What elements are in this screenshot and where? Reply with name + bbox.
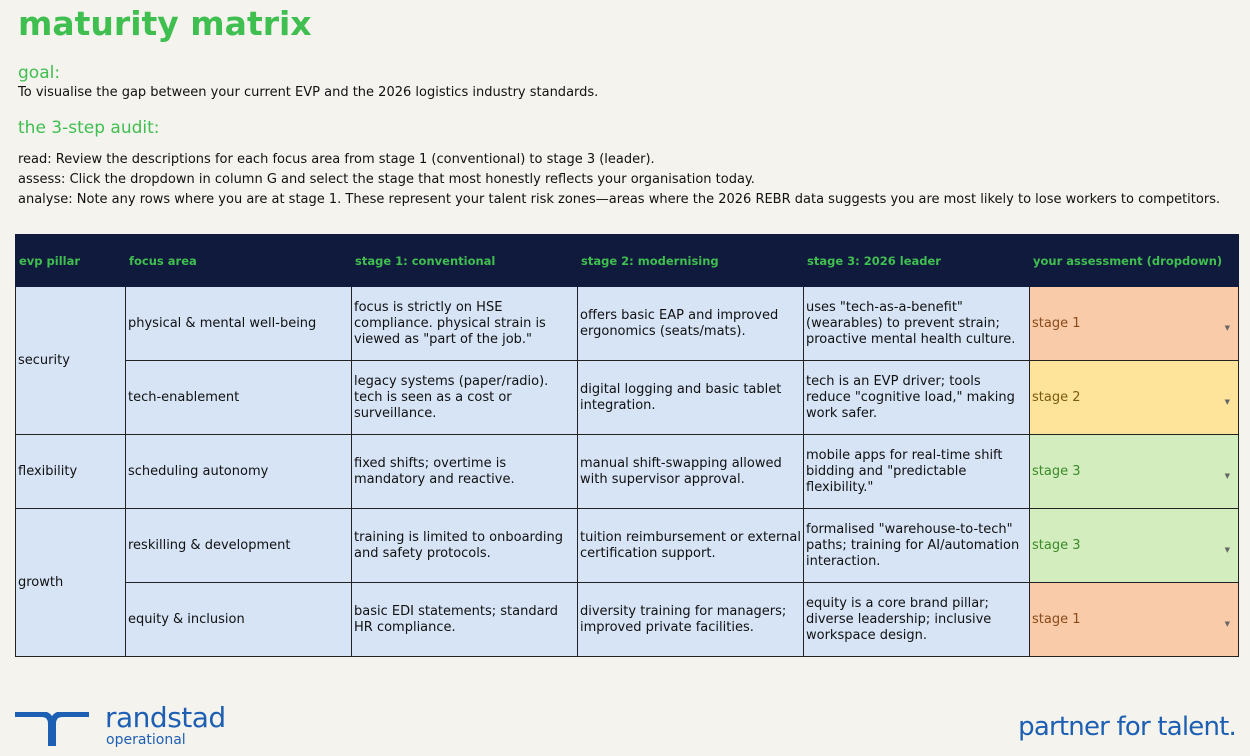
focus-area-cell: tech-enablement (126, 361, 352, 435)
header-stage-3: stage 3: 2026 leader (804, 235, 1030, 287)
header-focus-area: focus area (126, 235, 352, 287)
table-row (16, 361, 1239, 435)
maturity-matrix-table (15, 234, 1239, 657)
header-evp-pillar: evp pillar (16, 235, 126, 287)
stage-2-cell: tuition reimbursement or external certification support. (578, 509, 804, 583)
stage-2-cell: digital logging and basic tablet integration. (578, 361, 804, 435)
focus-area-cell: reskilling & development (126, 509, 352, 583)
stage-3-cell: uses "tech-as-a-benefit" (wearables) to prevent strain; proactive mental health culture. (804, 287, 1030, 361)
pillar-growth: growth (16, 509, 126, 657)
table-header-row (16, 235, 1239, 287)
assessment-dropdown[interactable] (1030, 287, 1239, 361)
stage-3-cell: equity is a core brand pillar; diverse leadership; inclusive workspace design. (804, 583, 1030, 657)
dropdown-caret-icon[interactable]: ▼ (1224, 397, 1230, 406)
stage-1-cell: legacy systems (paper/radio). tech is seen as a cost or surveillance. (352, 361, 578, 435)
stage-1-cell: training is limited to onboarding and safety protocols. (352, 509, 578, 583)
assessment-value: stage 3 (1032, 463, 1081, 479)
table-row (16, 435, 1239, 509)
randstad-logo-icon (15, 712, 89, 746)
tagline: partner for talent. (1018, 712, 1236, 742)
audit-step-assess: assess: Click the dropdown in column G and select the stage that most honestly reflects your organisation today. (18, 172, 755, 187)
audit-step-analyse: analyse: Note any rows where you are at stage 1. These represent your talent risk zones—areas where the 2026 REBR data suggests you are most likely to lose workers to competitors. (18, 192, 1221, 207)
dropdown-caret-icon[interactable]: ▼ (1224, 323, 1230, 332)
logo-subtitle: operational (106, 732, 186, 748)
goal-text: To visualise the gap between your current EVP and the 2026 logistics industry standards. (18, 85, 599, 100)
header-stage-1: stage 1: conventional (352, 235, 578, 287)
pillar-flexibility: flexibility (16, 435, 126, 509)
assessment-dropdown[interactable] (1030, 361, 1239, 435)
assessment-dropdown[interactable] (1030, 435, 1239, 509)
table-row (16, 509, 1239, 583)
stage-1-cell: basic EDI statements; standard HR compliance. (352, 583, 578, 657)
assessment-value: stage 1 (1032, 611, 1081, 627)
assessment-value: stage 1 (1032, 315, 1081, 331)
header-stage-2: stage 2: modernising (578, 235, 804, 287)
dropdown-caret-icon[interactable]: ▼ (1224, 471, 1230, 480)
goal-heading: goal: (18, 63, 61, 83)
assessment-value: stage 2 (1032, 389, 1081, 405)
audit-step-read: read: Review the descriptions for each focus area from stage 1 (conventional) to stage 3 (leader). (18, 152, 655, 167)
stage-3-cell: tech is an EVP driver; tools reduce "cognitive load," making work safer. (804, 361, 1030, 435)
stage-2-cell: diversity training for managers; improved private facilities. (578, 583, 804, 657)
focus-area-cell: scheduling autonomy (126, 435, 352, 509)
focus-area-cell: equity & inclusion (126, 583, 352, 657)
assessment-dropdown[interactable] (1030, 509, 1239, 583)
stage-2-cell: offers basic EAP and improved ergonomics (seats/mats). (578, 287, 804, 361)
page-title: maturity matrix (18, 4, 312, 43)
table-row (16, 287, 1239, 361)
assessment-value: stage 3 (1032, 537, 1081, 553)
table-row (16, 583, 1239, 657)
dropdown-caret-icon[interactable]: ▼ (1224, 619, 1230, 628)
header-assessment: your assessment (dropdown) (1030, 235, 1239, 287)
logo-wordmark: randstad (105, 701, 226, 734)
stage-3-cell: formalised "warehouse-to-tech" paths; training for AI/automation interaction. (804, 509, 1030, 583)
pillar-security: security (16, 287, 126, 435)
assessment-dropdown[interactable] (1030, 583, 1239, 657)
stage-1-cell: fixed shifts; overtime is mandatory and reactive. (352, 435, 578, 509)
stage-1-cell: focus is strictly on HSE compliance. physical strain is viewed as "part of the job." (352, 287, 578, 361)
stage-3-cell: mobile apps for real-time shift bidding and "predictable flexibility." (804, 435, 1030, 509)
stage-2-cell: manual shift-swapping allowed with supervisor approval. (578, 435, 804, 509)
audit-heading: the 3-step audit: (18, 118, 160, 138)
focus-area-cell: physical & mental well-being (126, 287, 352, 361)
dropdown-caret-icon[interactable]: ▼ (1224, 545, 1230, 554)
